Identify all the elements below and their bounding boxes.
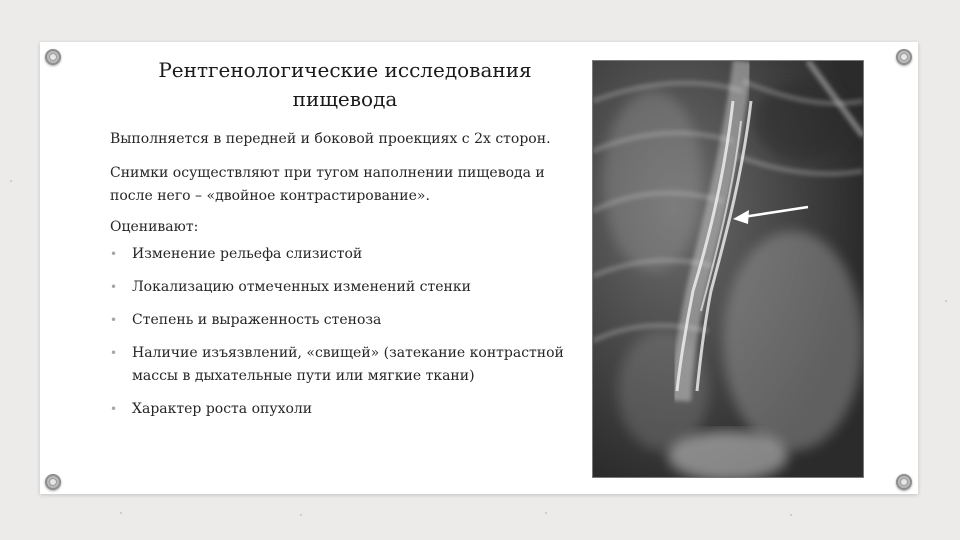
- list-item: • Наличие изъязвлений, «свищей» (затекание контрастной массы в дыхательные пути или мягкие ткани): [110, 342, 580, 388]
- bullet-icon: •: [110, 247, 118, 261]
- slide-title: Рентгенологические исследования пищевода: [158, 58, 532, 111]
- list-item: • Локализацию отмеченных изменений стенки: [110, 276, 580, 299]
- paragraph-evaluate: Оценивают:: [110, 219, 199, 235]
- xray-image: [592, 60, 864, 478]
- list-item: • Характер роста опухоли: [110, 398, 580, 421]
- bullet-icon: •: [110, 313, 118, 327]
- bullet-icon: •: [110, 280, 118, 294]
- list-item: • Степень и выраженность стеноза: [110, 309, 580, 332]
- pin-icon: [896, 474, 912, 490]
- bullet-icon: •: [110, 346, 118, 360]
- pin-icon: [45, 474, 61, 490]
- pin-icon: [45, 49, 61, 65]
- pin-icon: [896, 49, 912, 65]
- list-item: • Изменение рельефа слизистой: [110, 243, 580, 266]
- bullet-icon: •: [110, 402, 118, 416]
- paragraph-projections: Выполняется в передней и боковой проекциях с 2х сторон.: [110, 131, 551, 147]
- bullet-list: [110, 243, 580, 431]
- paragraph-double-contrast: Снимки осуществляют при тугом наполнении пищевода и после него – «двойное контрастирование».: [110, 165, 545, 204]
